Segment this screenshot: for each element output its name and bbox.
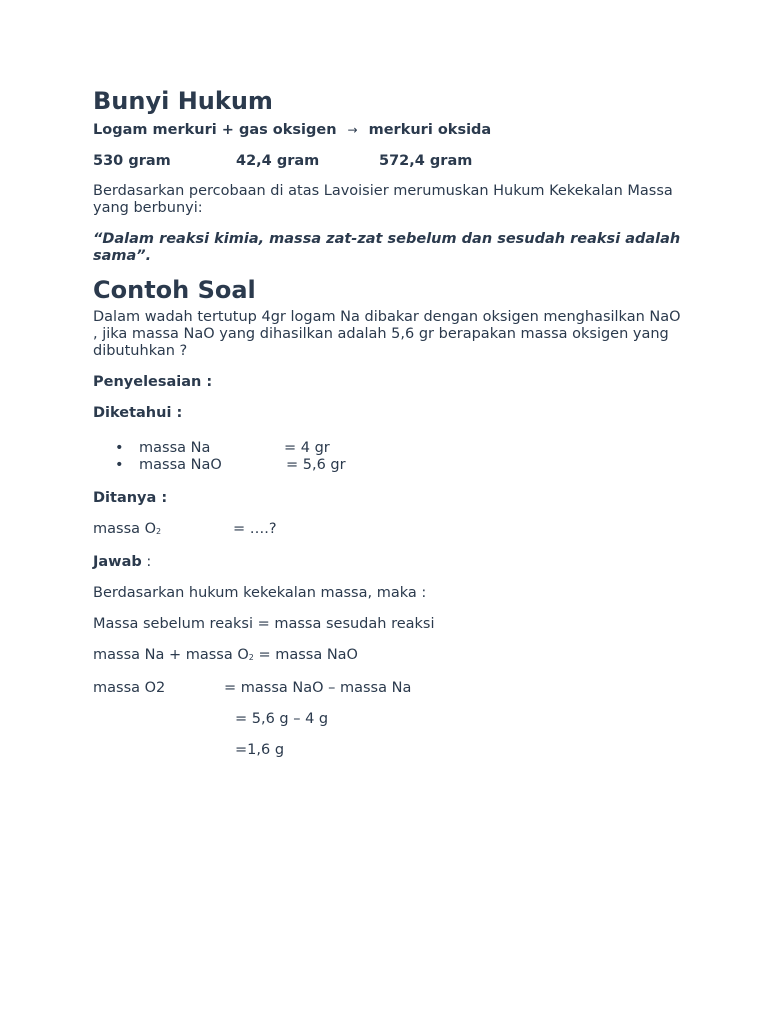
asked-subscript: 2 (156, 527, 162, 536)
answer-label: Jawab (93, 554, 142, 570)
list-item (93, 440, 683, 457)
answer-line-3 (93, 647, 683, 666)
bullet-icon: • (115, 440, 124, 456)
bullet-icon: • (115, 457, 124, 473)
answer-line-6: =1,6 g (235, 742, 285, 758)
mass-value-oxygen: 42,4 gram (236, 153, 320, 169)
answer-line-4-value: = massa NaO – massa Na (224, 680, 412, 696)
known-value-na: = 4 gr (284, 440, 330, 456)
asked-value: = ….? (233, 521, 277, 537)
document-page (93, 84, 683, 773)
answer-colon: : (141, 554, 152, 570)
asked-label: Ditanya : (93, 490, 168, 506)
known-label-nao: massa NaO (139, 457, 222, 473)
known-value-nao: = 5,6 gr (286, 457, 346, 473)
answer-line-5: = 5,6 g – 4 g (235, 711, 329, 727)
heading-bunyi-hukum: Bunyi Hukum (93, 87, 273, 115)
intro-paragraph: Berdasarkan percobaan di atas Lavoisier merumuskan Hukum Kekekalan Massa yang berbunyi: (93, 183, 673, 216)
list-item (93, 457, 683, 474)
answer-line-1: Berdasarkan hukum kekekalan massa, maka : (93, 585, 427, 601)
arrow-icon: → (347, 123, 358, 137)
mass-value-oxide: 572,4 gram (379, 153, 473, 169)
mass-values-row (93, 153, 683, 170)
asked-line (93, 521, 683, 540)
known-label: Diketahui : (93, 405, 183, 421)
answer-line-4-label: massa O2 (93, 680, 166, 696)
reaction-left: Logam merkuri + gas oksigen (93, 122, 337, 138)
law-quote: “Dalam reaksi kimia, massa zat-zat sebelum dan sesudah reaksi adalah sama”. (93, 231, 681, 264)
answer-line-4 (93, 680, 683, 697)
question-paragraph: Dalam wadah tertutup 4gr logam Na dibakar dengan oksigen menghasilkan NaO , jika massa NaO yang dihasilkan adalah 5,6 gr berapakan massa oksigen yang dibutuhkan ? (93, 309, 681, 359)
reaction-equation (93, 122, 683, 139)
heading-contoh-soal: Contoh Soal (93, 276, 256, 304)
reaction-right: merkuri oksida (368, 122, 492, 138)
known-label-na: massa Na (139, 440, 211, 456)
answer-line-2: Massa sebelum reaksi = massa sesudah reaksi (93, 616, 435, 632)
answer-label-line (93, 554, 683, 571)
known-list (93, 440, 683, 474)
answer-line-3-b: = massa NaO (253, 647, 358, 663)
answer-line-3-a: massa Na + massa O (93, 647, 249, 663)
answer-line-3-subscript: 2 (248, 653, 254, 662)
asked-quantity-text: massa O (93, 521, 157, 537)
solution-label: Penyelesaian : (93, 374, 213, 390)
asked-quantity (93, 521, 233, 540)
mass-value-mercury: 530 gram (93, 153, 171, 169)
